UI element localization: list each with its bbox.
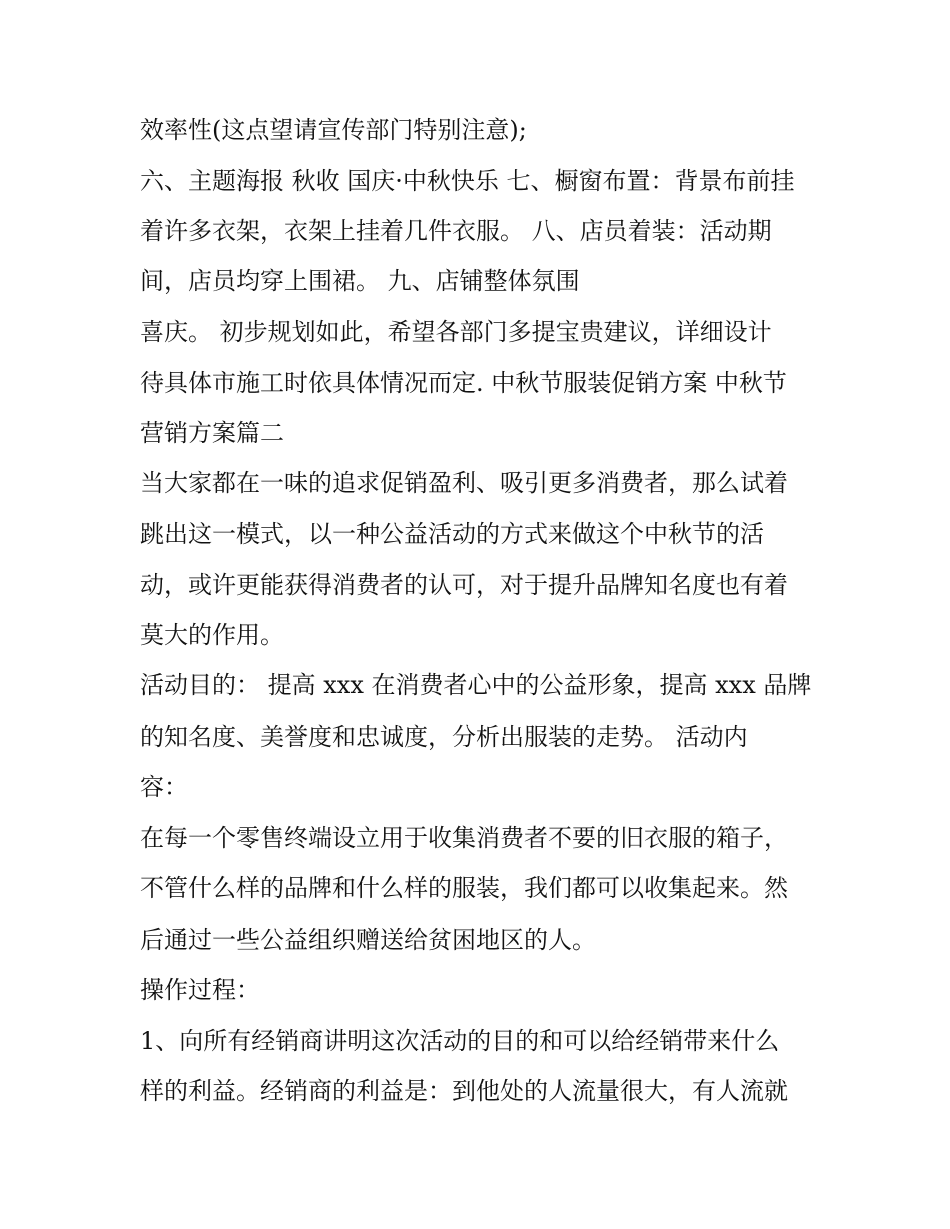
text-line: 喜庆。 初步规划如此，希望各部门多提宝贵建议，详细设计 — [140, 318, 772, 346]
text-line: 莫大的作用。 — [140, 621, 284, 649]
text-line: 待具体市施工时依具体情况而定. 中秋节服装促销方案 中秋节 — [140, 369, 787, 397]
text-line: 六、主题海报 秋收 国庆·中秋快乐 七、橱窗布置：背景布前挂 — [140, 167, 795, 195]
text-line: 活动目的： 提高 xxx 在消费者心中的公益形象，提高 xxx 品牌 — [140, 671, 812, 699]
text-line: 着许多衣架，衣架上挂着几件衣服。 八、店员着装：活动期 — [140, 217, 772, 245]
text-line: 营销方案篇二 — [140, 419, 284, 447]
text-line: 容： — [140, 773, 188, 801]
text-line: 当大家都在一味的追求促销盈利、吸引更多消费者，那么试着 — [140, 469, 788, 497]
text-line: 效率性(这点望请宣传部门特别注意); — [140, 116, 527, 144]
text-line: 在每一个零售终端设立用于收集消费者不要的旧衣服的箱子， — [140, 824, 788, 852]
text-line: 不管什么样的品牌和什么样的服装，我们都可以收集起来。然 — [140, 874, 788, 902]
text-line: 间，店员均穿上围裙。 九、店铺整体氛围 — [140, 267, 580, 295]
text-line: 操作过程： — [140, 976, 260, 1004]
text-line: 样的利益。经销商的利益是：到他处的人流量很大，有人流就 — [140, 1077, 788, 1105]
text-line: 的知名度、美誉度和忠诚度，分析出服装的走势。 活动内 — [140, 723, 748, 751]
text-line: 动，或许更能获得消费者的认可，对于提升品牌知名度也有着 — [140, 571, 788, 599]
text-line: 跳出这一模式，以一种公益活动的方式来做这个中秋节的活 — [140, 520, 764, 548]
text-line: 后通过一些公益组织赠送给贫困地区的人。 — [140, 926, 596, 954]
text-line: 1、向所有经销商讲明这次活动的目的和可以给经销带来什么 — [140, 1027, 780, 1055]
